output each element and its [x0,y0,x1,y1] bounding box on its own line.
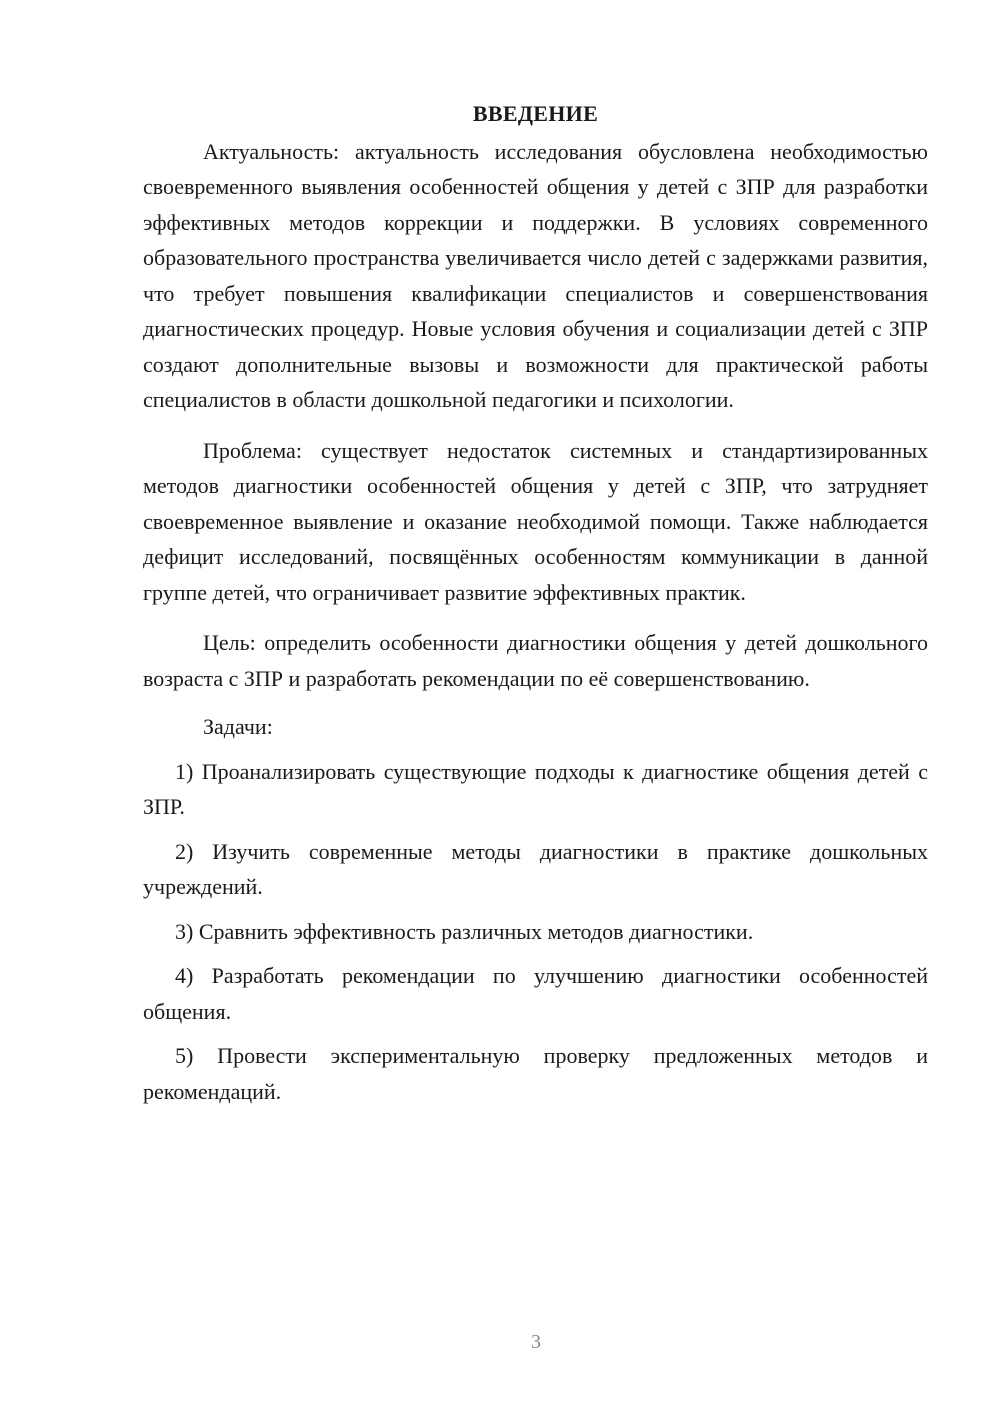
task-item: 3) Сравнить эффективность различных методов диагностики. [175,918,754,944]
tasks-label: Задачи: [203,714,273,739]
page-number: 3 [531,1331,541,1353]
tasks-list [143,754,928,1110]
page-content [143,96,928,1109]
section-heading: ВВЕДЕНИЕ [472,101,599,126]
task-item: 4) Разработать рекомендации по улучшению диагностики особенностей общения. [143,963,928,1024]
task-item: 2) Изучить современные методы диагностики в практике дошкольных учреждений. [143,838,928,899]
goal-paragraph: Цель: определить особенности диагностики общения у детей дошкольного возраста с ЗПР и разработать рекомендации по её совершенствованию. [143,630,928,691]
relevance-paragraph: Актуальность: актуальность исследования обусловлена необходимостью своевременного выявления особенностей общения у детей с ЗПР для разработки эффективных методов коррекции и поддержки. В условиях современного образовательного пространства увеличивается число детей с задержками развития, что требует повышения квалификации специалистов и совершенствования диагностических процедур. Новые условия обучения и социализации детей с ЗПР создают дополнительные вызовы и возможности для практической работы специалистов в области дошкольной педагогики и психологии. [143,138,928,412]
problem-paragraph: Проблема: существует недостаток системных и стандартизированных методов диагностики особенностей общения у детей с ЗПР, что затрудняет своевременное выявление и оказание необходимой помощи. Также наблюдается дефицит исследований, посвящённых особенностям коммуникации в данной группе детей, что ограничивает развитие эффективных практик. [143,437,928,605]
task-item: 1) Проанализировать существующие подходы к диагностике общения детей с ЗПР. [143,758,928,819]
task-item: 5) Провести экспериментальную проверку предложенных методов и рекомендаций. [143,1043,928,1104]
